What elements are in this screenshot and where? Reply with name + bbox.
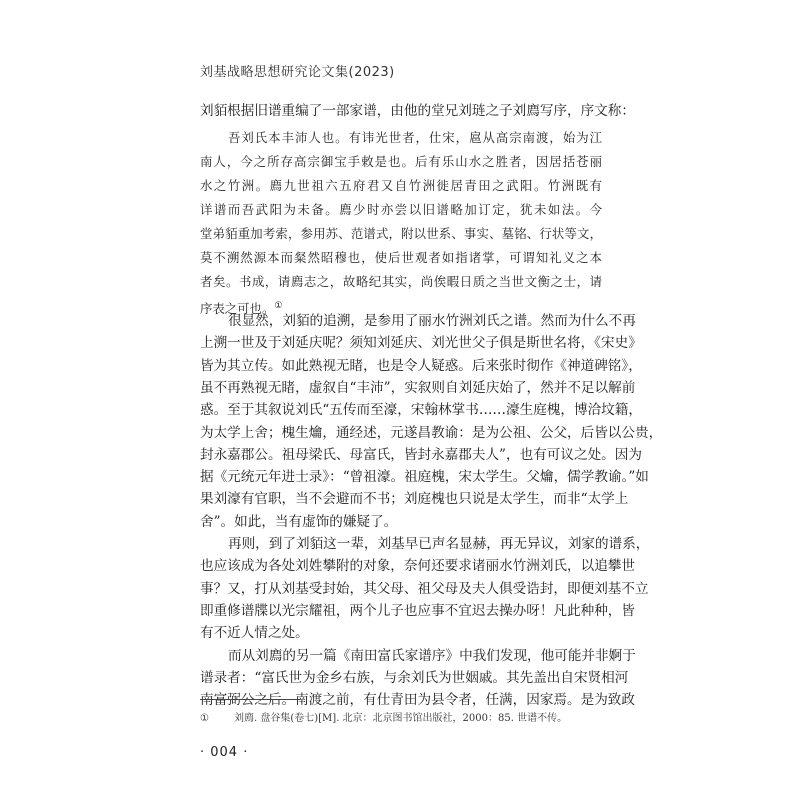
paragraph-line: 虽不再熟视无睹，虚叙自“丰沛”，实叙则自刘延庆始了，然并不足以解前 — [200, 379, 636, 396]
paragraph-line: 很显然，刘貊的追溯，是参用了丽水竹洲刘氏之谱。然而为什么不再 — [228, 313, 636, 329]
quote-line: 堂弟貊重加考索，参用苏、范谱式，附以世系、事实、墓铭、行状等文， — [200, 226, 602, 241]
paragraph-line: 谱录者：“富氏世为金乡右族，与余刘氏为世姻戚。其先盖出自宋贤相河 — [200, 669, 629, 686]
footnote — [200, 709, 620, 724]
paragraph-line: 封永嘉郡公。祖母梁氏、母富氏，皆封永嘉郡夫人”，也有可议之处。因为 — [200, 446, 642, 463]
paragraph-line: 据《元统元年进士录》：“曾祖濠。祖庭槐，宋太学生。父爚，儒学教谕。”如 — [200, 469, 649, 486]
paragraph-line: 即重修谱牒以光宗耀祖，两个儿子也应事不宜迟去操办呀！凡此种种，皆 — [200, 602, 635, 619]
footnote-rule — [200, 699, 300, 700]
page-number: · 004 · — [200, 745, 249, 760]
quote-line: 详谱而吾武阳为未备。廌少时亦尝以旧谱略加订定，犹未如法。今 — [200, 202, 602, 217]
paragraph-line: 再则，到了刘貊这一辈，刘基早已声名显赫，再无异议，刘家的谱系， — [228, 536, 650, 552]
quote-last-text: 序表之可也。 — [200, 301, 275, 317]
quote-line: 莫不溯然源本而粲然昭穆也，使后世观者如指诸掌，可谓知礼义之本 — [200, 250, 602, 265]
quote-line: 吾刘氏本丰沛人也。有讳光世者，仕宋，扈从高宗南渡，始为江 — [228, 130, 602, 145]
footnote-marker: ① — [200, 713, 209, 724]
quote-line: 南人，今之所存高宗御宝手敕是也。后有乐山水之胜者，因居括苍丽 — [200, 154, 602, 169]
quote-line: 水之竹洲。廌九世祖六五府君又自竹洲徙居青田之武阳。竹洲既有 — [200, 178, 602, 193]
paragraph-line: 舍”。如此，当有虚饰的嫌疑了。 — [200, 513, 398, 530]
paragraph-line: 皆为其立传。如此熟视无睹，也是令人疑惑。后来张时彻作《神道碑铭》， — [200, 357, 642, 374]
paragraph-line: 而从刘廌的另一篇《南田富氏家谱序》中我们发现，他可能并非婀于 — [228, 647, 636, 664]
intro-sentence: 刘貊根据旧谱重编了一部家谱，由他的堂兄刘琏之子刘廌写序，序文称： — [200, 103, 635, 119]
paragraph-line: 惑。至于其叙说刘氏“五传而至濠，宋翰林掌书……濠生庭槐，博洽坟籍， — [200, 402, 642, 419]
footnote-text: 刘廌. 盘谷集(卷七)[M]. 北京：北京图书馆出版社，2000：85. 世谱不传。 — [234, 713, 568, 724]
paragraph-line: 上溯一世及于刘延庆呢？须知刘延庆、刘光世父子俱是斯世名将，《宋史》 — [200, 335, 642, 352]
running-title: 刘基战略思想研究论文集(2023) — [200, 65, 395, 80]
footnote-ref[interactable]: ① — [274, 301, 283, 311]
paragraph-line: 也应该成为各处刘姓攀附的对象，奈何还要求诸丽水竹洲刘氏，以追攀世 — [200, 558, 635, 575]
quote-line: 者矣。书成，请廌志之，故略纪其实，尚俟暇日质之当世文衡之士，请 — [200, 274, 602, 289]
paragraph-line: 有不近人情之处。 — [200, 625, 309, 642]
paragraph-line: 果刘濠有官职，当不会避而不书；刘庭槐也只说是太学生，而非“太学上 — [200, 491, 629, 508]
paragraph-line: 南富弼公之后。南渡之前，有仕青田为县令者，任满，因家焉。是为致政 — [200, 692, 635, 709]
paragraph-line: 事？又，打从刘基受封始，其父母、祖父母及夫人俱受诰封，即便刘基不立 — [200, 580, 649, 597]
paragraph-line: 为太学上舍；槐生爚，通经述，元遂昌教谕：是为公祖、公父，后皆以公贵， — [200, 424, 663, 441]
